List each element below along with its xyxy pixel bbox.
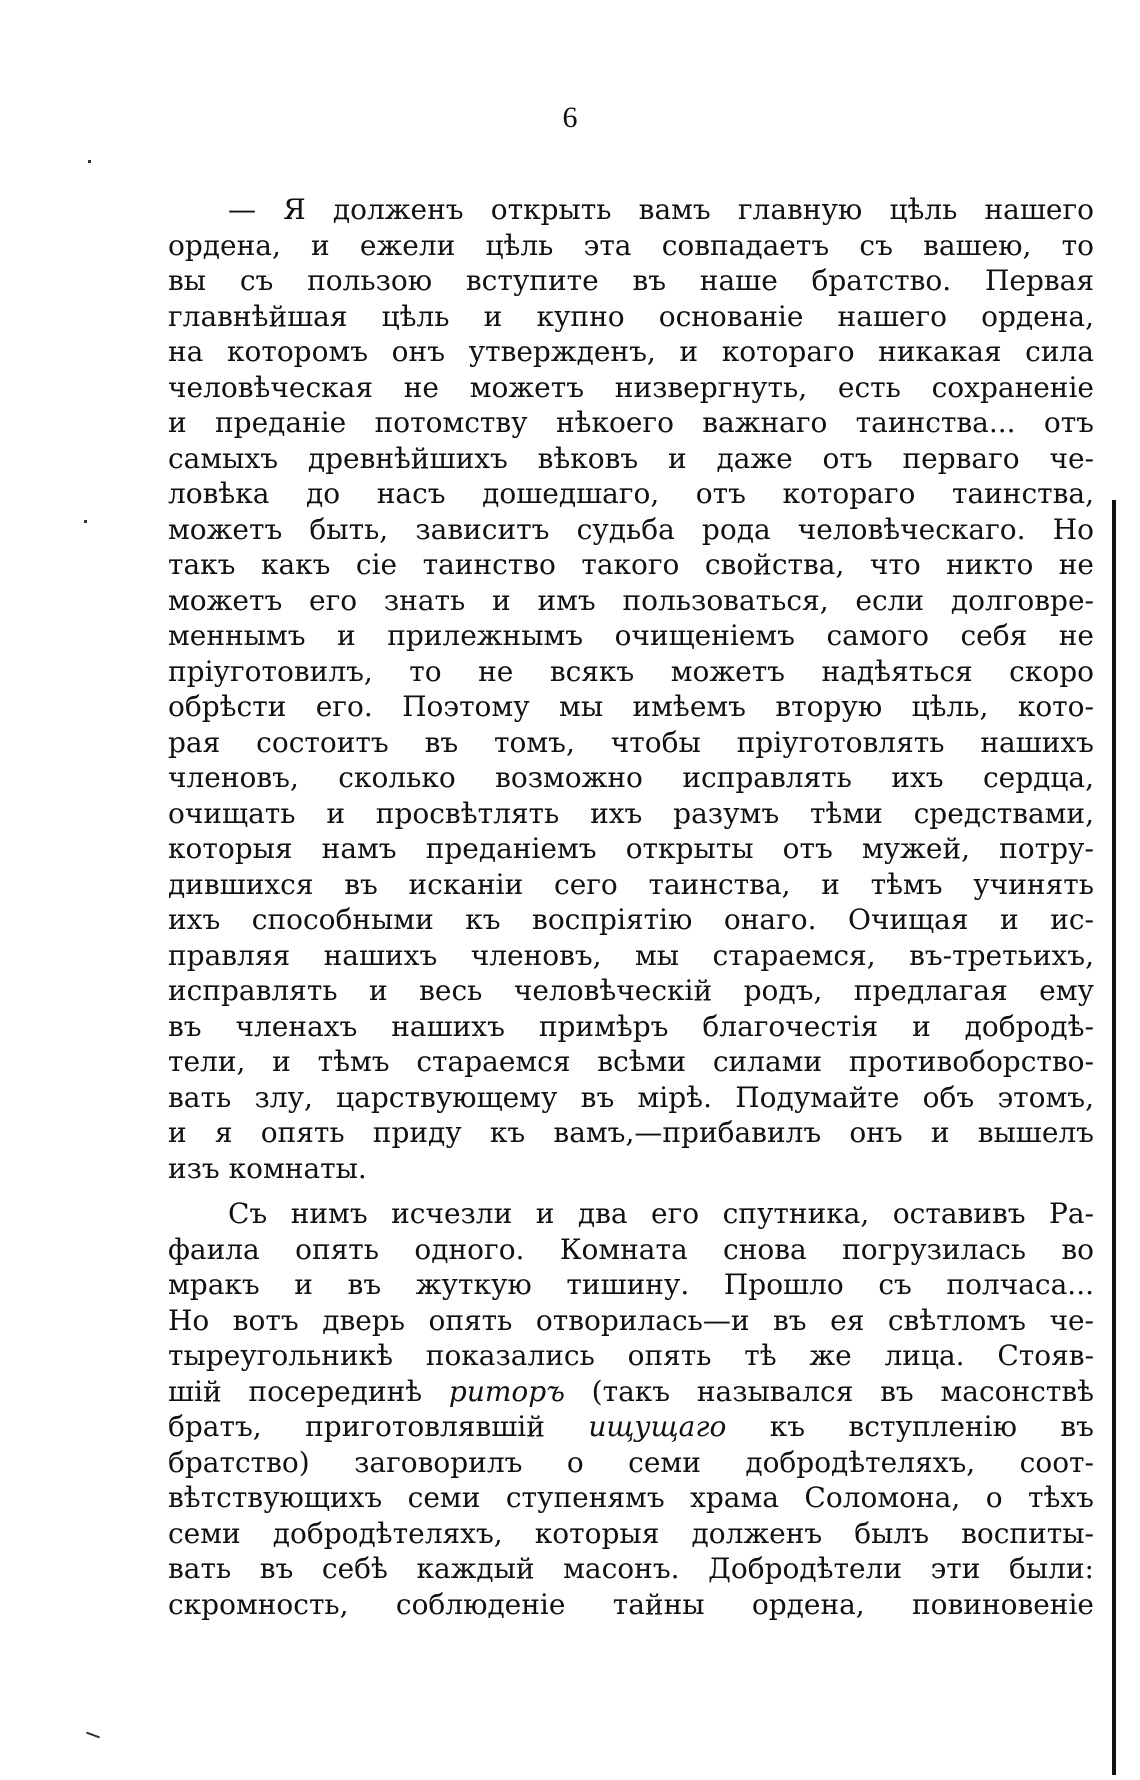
text-line: рая состоитъ въ томъ, чтобы пріуготовлять нашихъ — [168, 725, 1094, 759]
text-line: которыя намъ преданіемъ открыты отъ мужей, потру- — [168, 832, 1094, 865]
text-line: вать злу, царствующему въ мірѣ. Подумайте объ этомъ, — [168, 1080, 1094, 1114]
text-line: самыхъ древнѣйшихъ вѣковъ и даже отъ перваго че- — [168, 441, 1094, 475]
body-text — [168, 192, 1094, 1622]
italic-term: риторъ — [448, 1374, 565, 1408]
text-line: исправлять и весь человѣческій родъ, предлагая ему — [168, 974, 1094, 1007]
text-line: вы съ пользою вступите въ наше братство. Первая — [168, 264, 1094, 297]
text-line-with-italic — [168, 1374, 1094, 1410]
text-line: тели, и тѣмъ стараемся всѣми силами противоборство- — [168, 1045, 1094, 1078]
scan-speck — [84, 520, 87, 523]
text-segment: шій посерединѣ — [168, 1374, 449, 1408]
text-line: скромность, соблюденіе тайны ордена, повиновеніе — [168, 1587, 1094, 1621]
text-line: можетъ быть, зависитъ судьба рода человѣческаго. Но — [168, 512, 1094, 546]
paragraph-gap — [168, 1186, 1094, 1196]
text-line: и я опять приду къ вамъ,—прибавилъ онъ и вышелъ — [168, 1116, 1094, 1149]
text-line: правляя нашихъ членовъ, мы стараемся, въ-третьихъ, — [168, 938, 1094, 972]
text-line: вать въ себѣ каждый масонъ. Добродѣтели эти были: — [168, 1552, 1094, 1585]
text-line: ихъ способными къ воспріятію онаго. Очищая и ис- — [168, 903, 1094, 936]
text-line: вѣтствующихъ семи ступенямъ храма Соломона, о тѣхъ — [168, 1481, 1094, 1514]
text-segment: къ вступленію въ — [726, 1410, 1094, 1443]
text-line: ордена, и ежели цѣль эта совпадаетъ съ вашею, то — [168, 228, 1094, 262]
text-line: членовъ, сколько возможно исправлять ихъ сердца, — [168, 761, 1094, 794]
text-line: можетъ его знать и имъ пользоваться, если долговре- — [168, 583, 1094, 617]
text-line: ловѣка до насъ дошедшаго, отъ котораго таинства, — [168, 477, 1094, 510]
text-line: братство) заговорилъ о семи добродѣтеляхъ, соот- — [168, 1445, 1094, 1479]
text-line: Съ нимъ исчезли и два его спутника, оставивъ Ра- — [228, 1197, 1094, 1230]
italic-term: ищущаго — [588, 1410, 727, 1443]
text-line: главнѣйшая цѣль и купно основаніе нашего ордена, — [168, 299, 1094, 333]
text-line-with-italic — [168, 1409, 1094, 1445]
text-line: дившихся въ исканіи сего таинства, и тѣмъ учинять — [168, 867, 1094, 901]
page-number: 6 — [562, 101, 578, 134]
text-line: меннымъ и прилежнымъ очищеніемъ самого себя не — [168, 619, 1094, 652]
text-line: обрѣсти его. Поэтому мы имѣемъ вторую цѣль, кото- — [168, 690, 1094, 723]
text-line: человѣческая не можетъ низвергнуть, есть сохраненіе — [168, 370, 1094, 404]
text-line: тыреугольникѣ показались опять тѣ же лица. Стояв- — [168, 1339, 1094, 1372]
scan-edge-rule — [1112, 500, 1116, 1775]
text-line: такъ какъ сіе таинство такого свойства, что никто не — [168, 548, 1094, 581]
text-line: фаила опять одного. Комната снова погрузилась во — [168, 1232, 1094, 1266]
text-line: Но вотъ дверь опять отворилась—и въ ея свѣтломъ че- — [168, 1303, 1094, 1337]
text-line: пріуготовилъ, то не всякъ можетъ надѣяться скоро — [168, 654, 1094, 688]
text-line: на которомъ онъ утвержденъ, и котораго никакая сила — [168, 335, 1094, 368]
text-line: — Я долженъ открыть вамъ главную цѣль нашего — [228, 193, 1094, 226]
text-line: въ членахъ нашихъ примѣръ благочестія и добродѣ- — [168, 1009, 1094, 1043]
text-line: мракъ и въ жуткую тишину. Прошло съ полчаса... — [168, 1268, 1094, 1301]
scan-speck — [86, 1732, 100, 1739]
scan-speck — [88, 160, 91, 163]
text-segment: (такъ назывался въ масонствѣ — [564, 1374, 1094, 1408]
text-segment: братъ, приготовлявшій — [168, 1410, 589, 1443]
text-line: очищать и просвѣтлять ихъ разумъ тѣми средствами, — [168, 796, 1094, 830]
paragraph-2 — [168, 1196, 1094, 1622]
text-line: изъ комнаты. — [168, 1151, 367, 1185]
text-line: семи добродѣтеляхъ, которыя долженъ былъ воспиты- — [168, 1516, 1094, 1550]
paragraph-1 — [168, 192, 1094, 1186]
text-line: и преданіе потомству нѣкоего важнаго таинства... отъ — [168, 406, 1094, 439]
